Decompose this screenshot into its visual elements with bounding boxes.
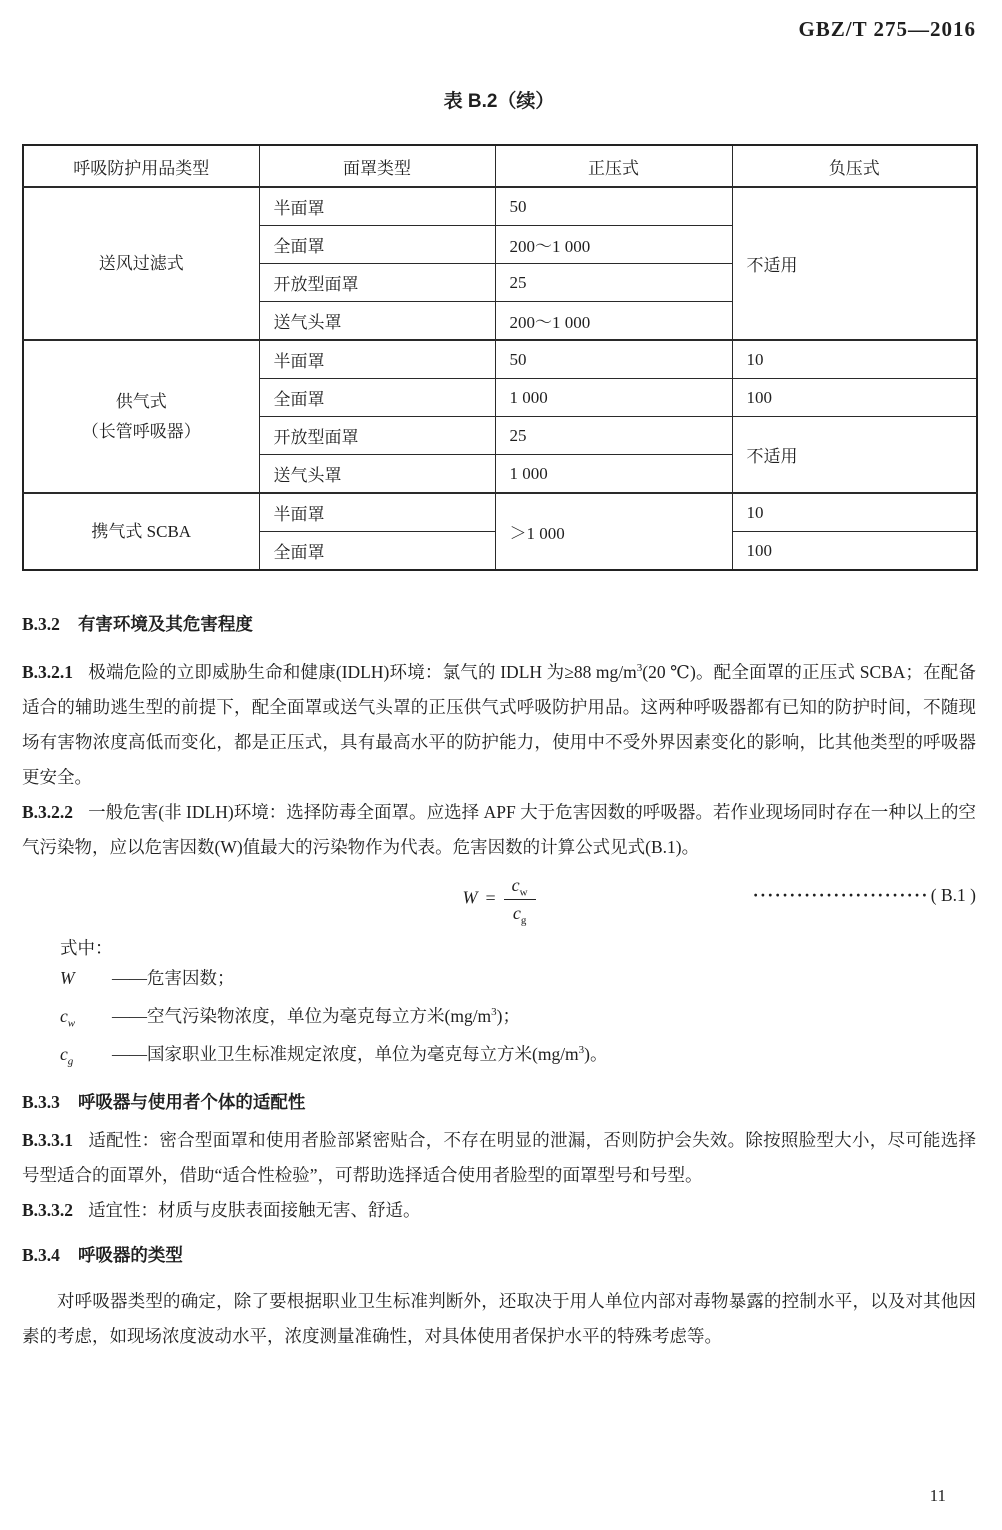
superscript: 3 [578, 1044, 585, 1057]
table-row [23, 493, 977, 532]
clause-title: 有害环境及其危害程度 [77, 614, 253, 634]
positive-cell: 50 [495, 187, 732, 226]
mask-cell: 开放型面罩 [259, 264, 495, 302]
subscript: g [67, 1055, 74, 1068]
negative-cell: 不适用 [732, 417, 977, 494]
paragraph-text: 适配性：密合型面罩和使用者脸部紧密贴合，不存在明显的泄漏，否则防护会失效。除按照脸型大小，尽可能选择号型适合的面罩外，借助“适合性检验”，可帮助选择适合使用者脸型的面罩型号和号型。 [22, 1130, 976, 1185]
positive-cell: 25 [495, 417, 732, 455]
fraction-denominator: $c_g$ [512, 903, 527, 927]
table-row [23, 340, 977, 379]
clause-title: 呼吸器与使用者个体的适配性 [77, 1092, 306, 1112]
clause-number: B.3.4 [22, 1245, 60, 1265]
paragraph-b331 [22, 1123, 976, 1193]
mask-cell: 送气头罩 [259, 455, 495, 494]
paragraph-b322 [22, 795, 976, 865]
definition-text: ——空气污染物浓度，单位为毫克每立方米$(mg/m^3)$； [112, 1006, 520, 1026]
formula-expression [462, 875, 535, 927]
type-cell: 送风过滤式 [23, 187, 259, 340]
doc-code: GBZ/T 275—2016 [798, 17, 976, 41]
subscript: w [519, 886, 528, 899]
clause-number: B.3.3 [22, 1092, 60, 1112]
clause-number: B.3.2.2 [22, 802, 74, 822]
mask-cell: 半面罩 [259, 493, 495, 532]
symbol: $c_w$ [60, 1006, 76, 1030]
symbol-definition-cw [60, 1003, 976, 1041]
clause-title: 呼吸器的类型 [77, 1245, 183, 1265]
equals-sign: = [485, 887, 496, 908]
mask-cell: 全面罩 [259, 226, 495, 264]
positive-cell: ＞1 000 [495, 493, 732, 570]
clause-number: B.3.2 [22, 614, 60, 634]
symbol-definition-cg [60, 1041, 976, 1079]
paragraph-text: 适宜性：材质与皮肤表面接触无害、舒适。 [88, 1200, 421, 1220]
dot-leader: ························ [752, 885, 929, 905]
clause-number: B.3.3.2 [22, 1200, 74, 1220]
type-cell: 供气式 （长管呼吸器） [23, 340, 259, 493]
mask-cell: 全面罩 [259, 532, 495, 571]
positive-cell: 25 [495, 264, 732, 302]
superscript: 3 [636, 662, 643, 675]
positive-cell: 50 [495, 340, 732, 379]
superscript: 3 [491, 1006, 497, 1019]
paragraph-b332 [22, 1193, 976, 1228]
apf-table [22, 144, 978, 571]
heading-b32 [22, 611, 976, 637]
table-row [23, 187, 977, 226]
type-cell: 携气式 SCBA [23, 493, 259, 570]
clause-number: B.3.3.1 [22, 1130, 74, 1150]
symbol: W [60, 968, 75, 988]
equation-reference [753, 885, 976, 906]
page-number: 11 [929, 1486, 946, 1505]
paragraph-text: 极端危险的立即威胁生命和健康(IDLH)环境：氯气的 IDLH 为≥88 mg/m [88, 662, 637, 682]
fraction [504, 875, 536, 927]
col-header-negative: 负压式 [732, 145, 977, 187]
formula-b1 [22, 869, 976, 931]
definition-text: ——危害因数； [112, 968, 235, 988]
negative-cell: 100 [732, 379, 977, 417]
heading-b34 [22, 1242, 976, 1268]
col-header-mask: 面罩类型 [259, 145, 495, 187]
positive-cell: 1 000 [495, 455, 732, 494]
mask-cell: 开放型面罩 [259, 417, 495, 455]
heading-b33 [22, 1089, 976, 1115]
mask-cell: 全面罩 [259, 379, 495, 417]
negative-cell: 不适用 [732, 187, 977, 340]
paragraph-text: 一般危害(非 IDLH)环境：选择防毒全面罩。应选择 APF 大于危害因数的呼吸器。若作业现场同时存在一种以上的空气污染物，应以危害因数(W)值最大的污染物作为代表。危害因数的计算公式见式(B.1)。 [22, 802, 976, 857]
subscript: w [67, 1017, 76, 1030]
clause-number: B.3.2.1 [22, 662, 74, 682]
positive-cell: 200～1 000 [495, 226, 732, 264]
mask-cell: 送气头罩 [259, 302, 495, 341]
table-header-row [23, 145, 977, 187]
subscript: g [520, 914, 527, 927]
fraction-numerator: $c_w$ [504, 875, 536, 900]
symbol: $c_g$ [60, 1044, 74, 1068]
symbol-definition-w [60, 965, 976, 1003]
negative-cell: 10 [732, 340, 977, 379]
table-title: 表 B.2（续） [443, 91, 555, 112]
definition-text: ——国家职业卫生标准规定浓度，单位为毫克每立方米$(mg/m^3)$。 [112, 1044, 608, 1064]
negative-cell: 10 [732, 493, 977, 532]
paragraph-b321 [22, 655, 976, 795]
col-header-positive: 正压式 [495, 145, 732, 187]
negative-cell: 100 [732, 532, 977, 571]
positive-cell: 1 000 [495, 379, 732, 417]
mask-cell: 半面罩 [259, 340, 495, 379]
formula-lhs: W [462, 887, 478, 908]
positive-cell: 200～1 000 [495, 302, 732, 341]
equation-number: ( B.1 ) [930, 885, 976, 905]
paragraph-b34: 对呼吸器类型的确定，除了要根据职业卫生标准判断外，还取决于用人单位内部对毒物暴露的控制水平，以及对其他因素的考虑，如现场浓度波动水平，浓度测量准确性，对具体使用者保护水平的特殊考虑等。 [22, 1291, 976, 1346]
where-intro: 式中： [60, 938, 113, 958]
paragraph-text: (20 ℃)。配全面罩的正压式 SCBA；在配备适合的辅助逃生型的前提下，配全面罩或送气头罩的正压供气式呼吸防护用品。这两种呼吸器都有已知的防护时间，不随现场有害物浓度高低而变化，都是正压式，具有最高水平的防护能力，使用中不受外界因素变化的影响，比其他类型的呼吸器更安全。 [22, 662, 976, 787]
mask-cell: 半面罩 [259, 187, 495, 226]
col-header-type: 呼吸防护用品类型 [23, 145, 259, 187]
